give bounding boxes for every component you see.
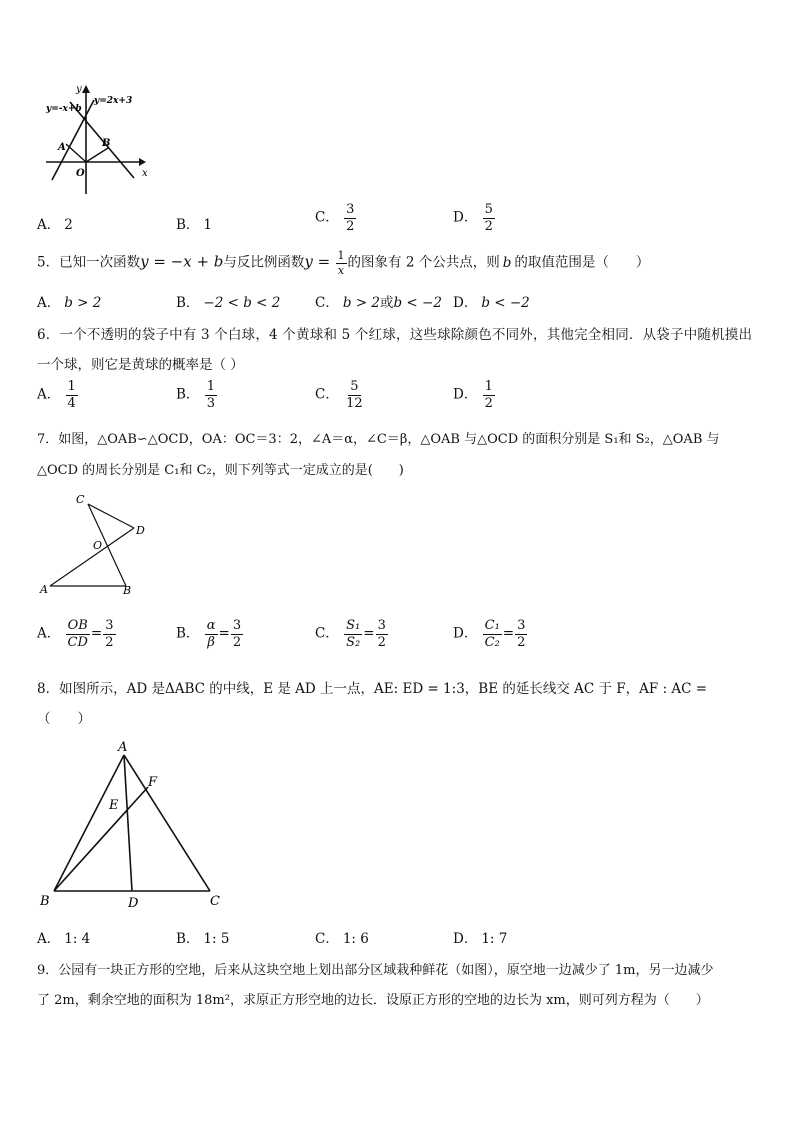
q5-option-b[interactable]: B． −2 < b < 2 bbox=[176, 295, 281, 311]
q4-option-c[interactable]: C． $\frac{3}{2}$ bbox=[315, 202, 355, 234]
q4-graph-figure bbox=[40, 78, 160, 198]
q7-option-b[interactable]: B． $\frac{\alpha}{\beta}$ = $\frac{3}{2}$ bbox=[176, 618, 242, 650]
q5-option-a[interactable]: A． b > 2 bbox=[37, 295, 102, 311]
q8-stem-line2: （ ） bbox=[37, 711, 91, 727]
q6-stem-line2: 一个球，则它是黄球的概率是（ ） bbox=[37, 357, 244, 373]
q4-option-a-value: 2 bbox=[64, 217, 73, 233]
segment-AO bbox=[66, 144, 86, 162]
q4-option-b-value: 1 bbox=[203, 217, 213, 233]
label-F: F bbox=[148, 775, 158, 790]
q6-option-b[interactable]: B． $\frac{1}{3}$ bbox=[176, 379, 215, 411]
q7-stem-line2: △OCD 的周长分别是 C₁和 C₂，则下列等式一定成立的是( ) bbox=[37, 463, 404, 478]
q6-stem-line1: 6．一个不透明的袋子中有 3 个白球，4 个黄球和 5 个红球，这些球除颜色不同外，其他完全相同．从袋子中随机摸出 bbox=[37, 327, 753, 343]
q7-figure bbox=[36, 490, 156, 600]
q5-stem: 5．已知一次函数y = −x + b与反比例函数y = $\frac{1}{x}$ 的图象有 2 个公共点，则 b 的取值范围是（ ） bbox=[37, 249, 650, 277]
q4-option-a[interactable]: A． 2 bbox=[37, 217, 73, 233]
label-B: B bbox=[102, 138, 111, 149]
label-E: E bbox=[109, 798, 119, 813]
q9-stem-line1: 9．公园有一块正方形的空地，后来从这块空地上划出部分区域栽种鲜花（如图），原空地一边减少了 1m，另一边减少 bbox=[37, 963, 714, 978]
q6-option-a[interactable]: A． $\frac{1}{4}$ bbox=[37, 379, 76, 411]
label-A: A bbox=[118, 740, 128, 755]
median-AD bbox=[124, 755, 132, 891]
side-AB bbox=[54, 755, 124, 891]
q6-option-c[interactable]: C． $\frac{5}{12}$ bbox=[315, 379, 363, 411]
q8-option-b[interactable]: B． 1: 5 bbox=[176, 931, 230, 947]
q7-option-a[interactable]: A． $\frac{OB}{CD}$ = $\frac{3}{2}$ bbox=[37, 618, 114, 650]
label-D: D bbox=[128, 896, 139, 911]
segment-OB bbox=[86, 148, 108, 162]
q5-inverse-function: y = bbox=[304, 252, 331, 271]
q6-option-d[interactable]: D． $\frac{1}{2}$ bbox=[453, 379, 493, 411]
label-line1: y=-x+b bbox=[46, 104, 82, 114]
label-B: B bbox=[40, 894, 50, 909]
label-A: A bbox=[40, 583, 48, 596]
y-axis-arrow bbox=[82, 85, 90, 93]
label-y: y bbox=[76, 84, 82, 95]
label-A: A bbox=[58, 142, 66, 153]
label-C: C bbox=[210, 894, 220, 909]
q5-linear-function: y = −x + b bbox=[140, 252, 224, 271]
q5-inverse-fraction: $\frac{1}{x}$ bbox=[337, 249, 345, 277]
label-O: O bbox=[93, 539, 103, 552]
q9-stem-line2: 了 2m，剩余空地的面积为 18m²，求原正方形空地的边长．设原正方形的空地的边长为 xm，则可列方程为（ ） bbox=[37, 993, 709, 1008]
side-AC bbox=[124, 755, 210, 891]
q8-option-a[interactable]: A． 1: 4 bbox=[37, 931, 91, 947]
segment-BF bbox=[54, 787, 148, 891]
q8-triangle-figure bbox=[36, 735, 226, 915]
q7-option-d[interactable]: D． $\frac{\text{C₁}}{\text{C₂}}$ = $\frac{3}{2}$ bbox=[453, 618, 526, 650]
label-x: x bbox=[142, 168, 148, 179]
label-B: B bbox=[123, 584, 132, 597]
q4-option-b[interactable]: B． 1 bbox=[176, 217, 213, 233]
x-axis-arrow bbox=[139, 158, 146, 166]
label-O: O bbox=[76, 168, 85, 179]
segment-CD bbox=[88, 504, 134, 528]
q8-stem-line1: 8．如图所示，AD 是ΔABC 的中线，E 是 AD 上一点，AE: ED = 1:3，BE 的延长线交 AC 于 F，AF : AC = bbox=[37, 681, 708, 697]
q5-option-c[interactable]: C． b > 2或b < −2 bbox=[315, 295, 442, 311]
q4-option-d-fraction: $\frac{5}{2}$ bbox=[484, 202, 493, 234]
label-D: D bbox=[136, 524, 145, 537]
q8-option-d[interactable]: D． 1: 7 bbox=[453, 931, 508, 947]
q7-option-c[interactable]: C． $\frac{\text{S₁}}{\text{S₂}}$ = $\frac{3}{2}$ bbox=[315, 618, 386, 650]
q8-option-c[interactable]: C． 1: 6 bbox=[315, 931, 369, 947]
q4-option-d[interactable]: D． $\frac{5}{2}$ bbox=[453, 202, 493, 234]
q7-stem-line1: 7．如图，△OAB∽△OCD，OA：OC＝3：2，∠A＝α，∠C＝β，△OAB 与△OCD 的面积分别是 S₁和 S₂，△OAB 与 bbox=[37, 432, 720, 447]
q5-option-d[interactable]: D． b < −2 bbox=[453, 295, 530, 311]
q4-option-c-fraction: $\frac{3}{2}$ bbox=[346, 202, 355, 234]
label-C: C bbox=[76, 493, 85, 506]
label-line2: y=2x+3 bbox=[94, 96, 133, 106]
